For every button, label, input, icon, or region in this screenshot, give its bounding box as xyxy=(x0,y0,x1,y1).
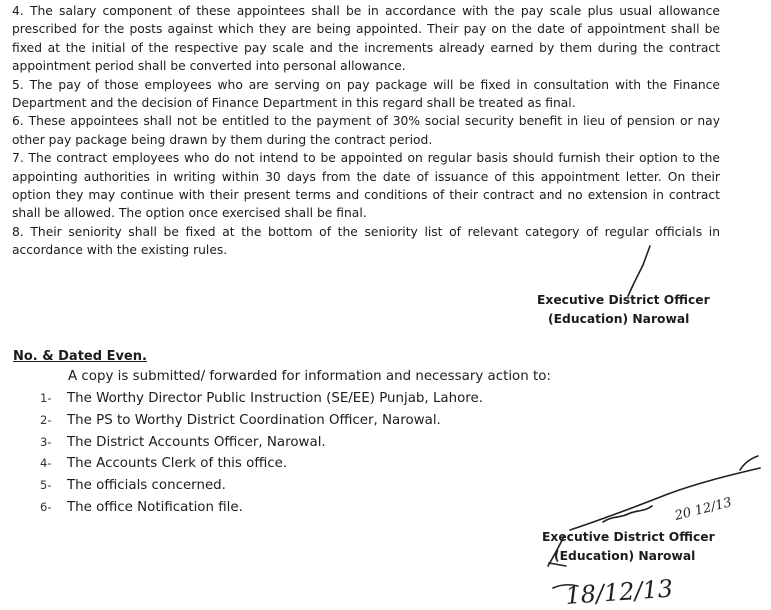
reference-line: No. & Dated Even. xyxy=(13,349,147,364)
list-number: 1- xyxy=(40,391,52,405)
list-number: 5- xyxy=(40,478,52,493)
stamp-date: 20 12/13 xyxy=(673,495,734,524)
list-number: 3- xyxy=(40,434,52,449)
list-number: 4- xyxy=(40,456,52,471)
list-text: The Accounts Clerk of this office. xyxy=(67,456,288,472)
paragraph-6: 6. These appointees shall not be entitled to the payment of 30% social security benefit in lieu of pension or nay other pay package being drawn by them during the contract period. xyxy=(12,114,720,147)
signature-stroke xyxy=(740,456,758,470)
signatory-title: Executive District Officer xyxy=(537,293,710,307)
copy-intro: A copy is submitted/ forwarded for information and necessary action to: xyxy=(68,369,551,384)
signature-stroke xyxy=(603,506,652,522)
list-number: 2- xyxy=(40,412,52,427)
list-text: The PS to Worthy District Coordination Officer, Narowal. xyxy=(67,412,441,428)
signatory-title: Executive District Officer xyxy=(542,530,715,544)
paragraph-8: 8. Their seniority shall be fixed at the bottom of the seniority list of relevant category of regular officials in accordance with the existing rules. xyxy=(12,224,720,258)
signature-stroke xyxy=(548,536,566,566)
list-text: The officials concerned. xyxy=(67,478,226,494)
signature-stroke xyxy=(628,246,650,296)
list-text: The office Notification file. xyxy=(67,499,243,515)
signature-stroke xyxy=(570,468,760,530)
paragraph-7: 7. The contract employees who do not intend to be appointed on regular basis should furnish their option to the appointing authorities in writing within 30 days from the date of issuance of this appointment letter. On their option they may continue with their present terms and conditions of their contract and no extension in contract shall be allowed. The option once exercised shall be final. xyxy=(12,151,720,221)
handwritten-date: 18/12/13 xyxy=(564,574,674,610)
paragraph-4: 4. The salary component of these appointees shall be in accordance with the pay scale plus usual allowance prescribed for the posts against which they are being appointed. Their pay on the date of appointment shall be fixed at the initial of the respective pay scale and the increments already earned by them during the contract appointment period shall be converted into personal allowance. xyxy=(12,4,720,74)
signatory-office: (Education) Narowal xyxy=(554,549,696,563)
list-text: The District Accounts Officer, Narowal. xyxy=(67,434,326,450)
paragraph-5: 5. The pay of those employees who are serving on pay package will be fixed in consultation with the Finance Department and the decision of Finance Department in this regard shall be treated as final. xyxy=(12,77,720,111)
list-number: 6- xyxy=(40,499,52,514)
signatory-office: (Education) Narowal xyxy=(548,312,690,326)
list-text: The Worthy Director Public Instruction (SE/EE) Punjab, Lahore. xyxy=(67,391,483,406)
